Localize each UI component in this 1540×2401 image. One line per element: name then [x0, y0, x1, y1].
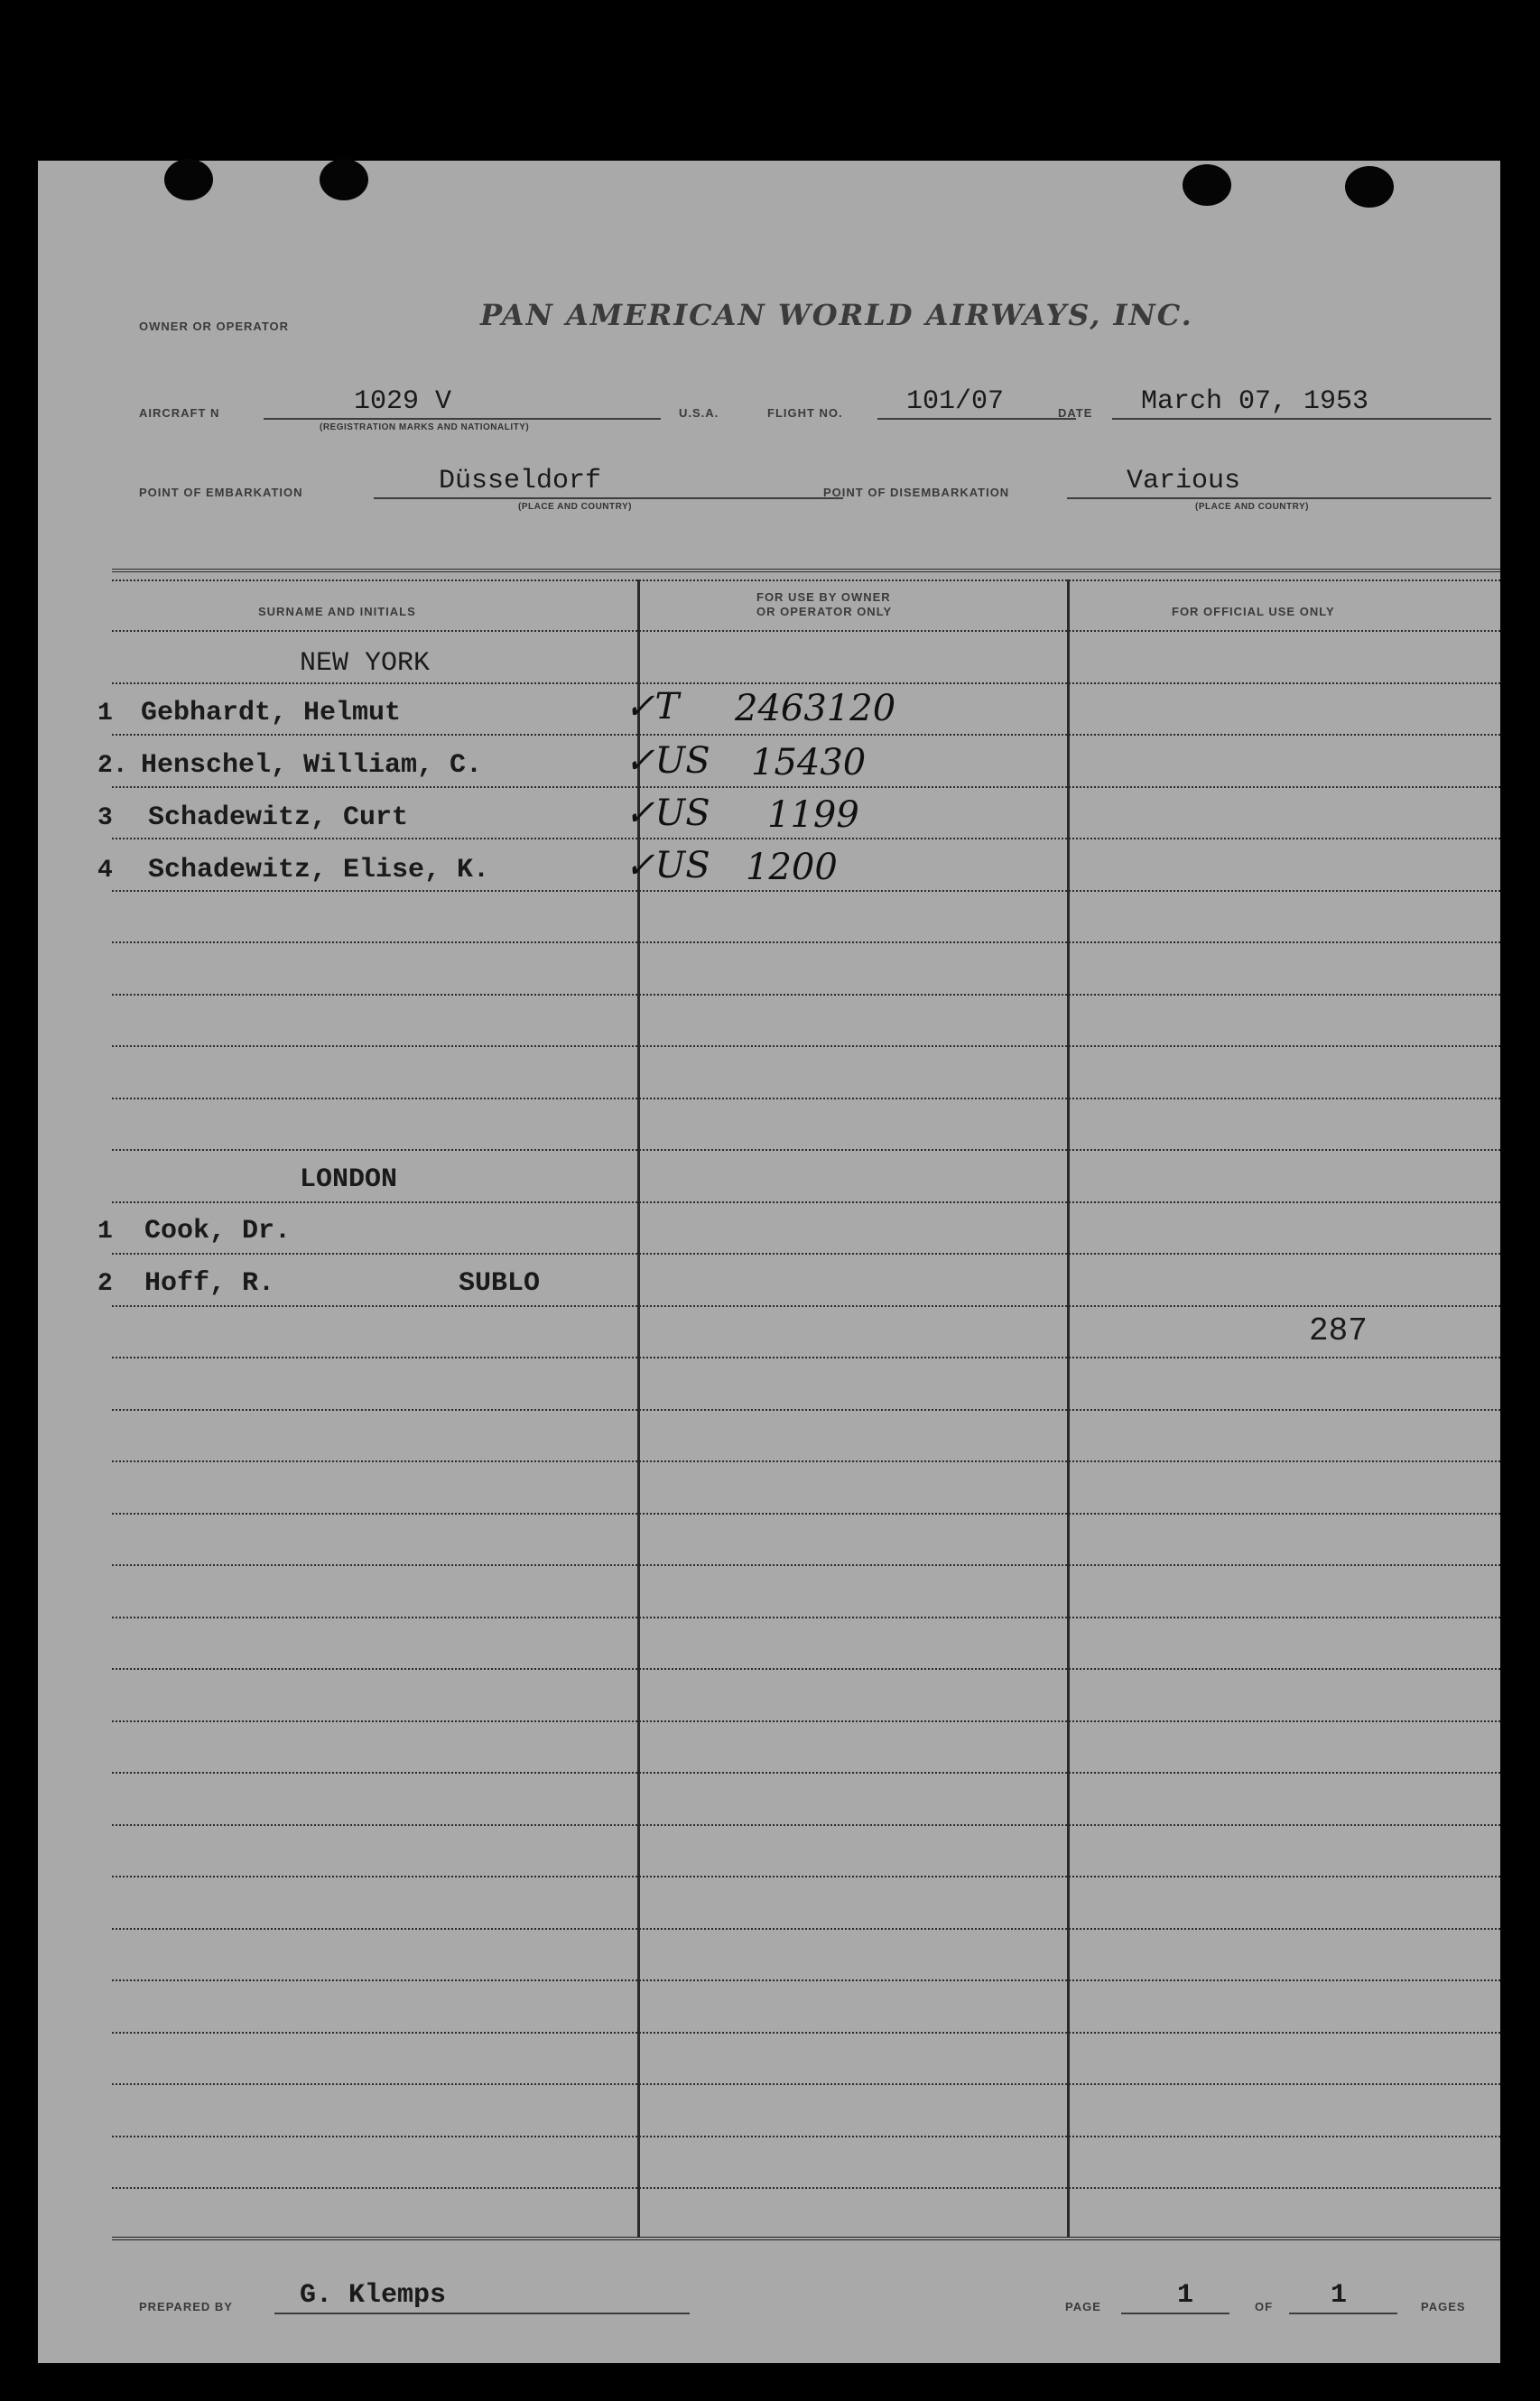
entry-number: 1	[97, 700, 113, 728]
disembarkation-underline	[1067, 497, 1491, 499]
page-total-underline	[1289, 2313, 1397, 2314]
punch-hole	[1183, 164, 1231, 206]
ruled-line	[112, 734, 1500, 736]
ruled-line	[112, 1305, 1500, 1307]
of-label: OF	[1255, 2300, 1274, 2313]
passenger-name: Schadewitz, Elise, K.	[148, 855, 490, 885]
ruled-line	[112, 1617, 1500, 1618]
ruled-line	[112, 1824, 1500, 1826]
ruled-line	[112, 630, 1500, 632]
prepared-by: G. Klemps	[300, 2280, 447, 2311]
prepared-by-label: PREPARED BY	[139, 2300, 233, 2313]
owner-label: OWNER OR OPERATOR	[139, 320, 290, 333]
owner-code: 2463120	[735, 688, 896, 729]
ruled-line	[112, 994, 1500, 996]
owner-code: 1200	[746, 847, 838, 888]
disembarkation-sublabel: (PLACE AND COUNTRY)	[1195, 502, 1309, 512]
owner-mark: ✓US	[625, 793, 710, 834]
owner-code: 15430	[751, 742, 867, 783]
page-underline	[1121, 2313, 1229, 2314]
embarkation-label: POINT OF EMBARKATION	[139, 486, 303, 499]
ruled-line	[112, 1357, 1500, 1358]
passenger-name: Hoff, R.	[144, 1268, 275, 1299]
aircraft-registration: 1029 V	[354, 386, 452, 417]
entry-number: 4	[97, 857, 113, 885]
official-number: 287	[1309, 1312, 1368, 1349]
owner-mark: ✓US	[625, 740, 710, 782]
aircraft-sublabel: (REGISTRATION MARKS AND NATIONALITY)	[320, 422, 530, 432]
usa-label: U.S.A.	[679, 406, 719, 420]
flight-underline	[877, 418, 1076, 420]
ruled-line	[112, 1876, 1500, 1877]
flight-number: 101/07	[906, 386, 1005, 417]
embarkation-point: Düsseldorf	[439, 466, 602, 496]
ruled-line	[112, 890, 1500, 892]
passenger-name: Henschel, William, C.	[141, 750, 483, 781]
aircraft-label: AIRCRAFT N	[139, 406, 220, 420]
table-top-rule-2	[112, 579, 1500, 581]
ruled-line	[112, 2083, 1500, 2085]
ruled-line	[112, 1201, 1500, 1203]
ruled-line	[112, 1409, 1500, 1411]
prepared-underline	[274, 2313, 690, 2314]
disembarkation-label: POINT OF DISEMBARKATION	[823, 486, 1010, 499]
date-underline	[1112, 418, 1491, 420]
owner-code: 1199	[767, 794, 859, 836]
entry-number: 2.	[97, 752, 128, 780]
owner-operator: PAN AMERICAN WORLD AIRWAYS, INC.	[480, 298, 1193, 332]
ruled-line	[112, 1979, 1500, 1981]
date-label: DATE	[1058, 406, 1093, 420]
ruled-line	[112, 1928, 1500, 1930]
owner-mark: ✓T	[625, 686, 680, 728]
entry-number: 2	[97, 1270, 113, 1298]
passenger-name: Cook, Dr.	[144, 1216, 292, 1247]
page-number: 1	[1177, 2280, 1194, 2311]
pages-label: PAGES	[1421, 2300, 1466, 2313]
embarkation-underline	[374, 497, 843, 499]
column-header-owner-2: OR OPERATOR ONLY	[756, 605, 893, 618]
owner-mark: ✓US	[625, 845, 710, 886]
ruled-line	[112, 1772, 1500, 1774]
punch-hole	[1345, 166, 1394, 208]
column-header-official: FOR OFFICIAL USE ONLY	[1172, 605, 1335, 618]
ruled-line	[112, 1253, 1500, 1255]
punch-hole	[320, 159, 368, 200]
flight-label: FLIGHT NO.	[767, 406, 843, 420]
table-bottom-rule	[112, 2237, 1500, 2240]
ruled-line	[112, 1149, 1500, 1151]
ruled-line	[112, 2136, 1500, 2137]
table-top-rule	[112, 569, 1500, 572]
ruled-line	[112, 682, 1500, 684]
group-heading: NEW YORK	[300, 648, 431, 679]
manifest-sheet	[38, 161, 1500, 2363]
passenger-name: Gebhardt, Helmut	[141, 698, 402, 728]
group-heading: LONDON	[300, 1164, 398, 1195]
ruled-line	[112, 1564, 1500, 1566]
entry-number: 3	[97, 804, 113, 832]
column-divider	[1067, 579, 1070, 2237]
aircraft-underline	[264, 418, 661, 420]
embarkation-sublabel: (PLACE AND COUNTRY)	[518, 502, 632, 512]
column-header-owner-1: FOR USE BY OWNER	[756, 590, 891, 604]
ruled-line	[112, 1513, 1500, 1515]
ruled-line	[112, 1045, 1500, 1047]
ruled-line	[112, 786, 1500, 788]
ruled-line	[112, 941, 1500, 943]
disembarkation-point: Various	[1127, 466, 1241, 496]
passenger-note: SUBLO	[459, 1268, 541, 1299]
passenger-name: Schadewitz, Curt	[148, 802, 409, 833]
ruled-line	[112, 1460, 1500, 1462]
ruled-line	[112, 1720, 1500, 1722]
page-label: PAGE	[1065, 2300, 1101, 2313]
ruled-line	[112, 1668, 1500, 1670]
punch-hole	[164, 159, 213, 200]
ruled-line	[112, 838, 1500, 839]
column-header-name: SURNAME AND INITIALS	[258, 605, 416, 618]
entry-number: 1	[97, 1218, 113, 1246]
flight-date: March 07, 1953	[1141, 386, 1369, 417]
ruled-line	[112, 1098, 1500, 1099]
page-total: 1	[1331, 2280, 1348, 2311]
ruled-line	[112, 2032, 1500, 2034]
ruled-line	[112, 2187, 1500, 2189]
